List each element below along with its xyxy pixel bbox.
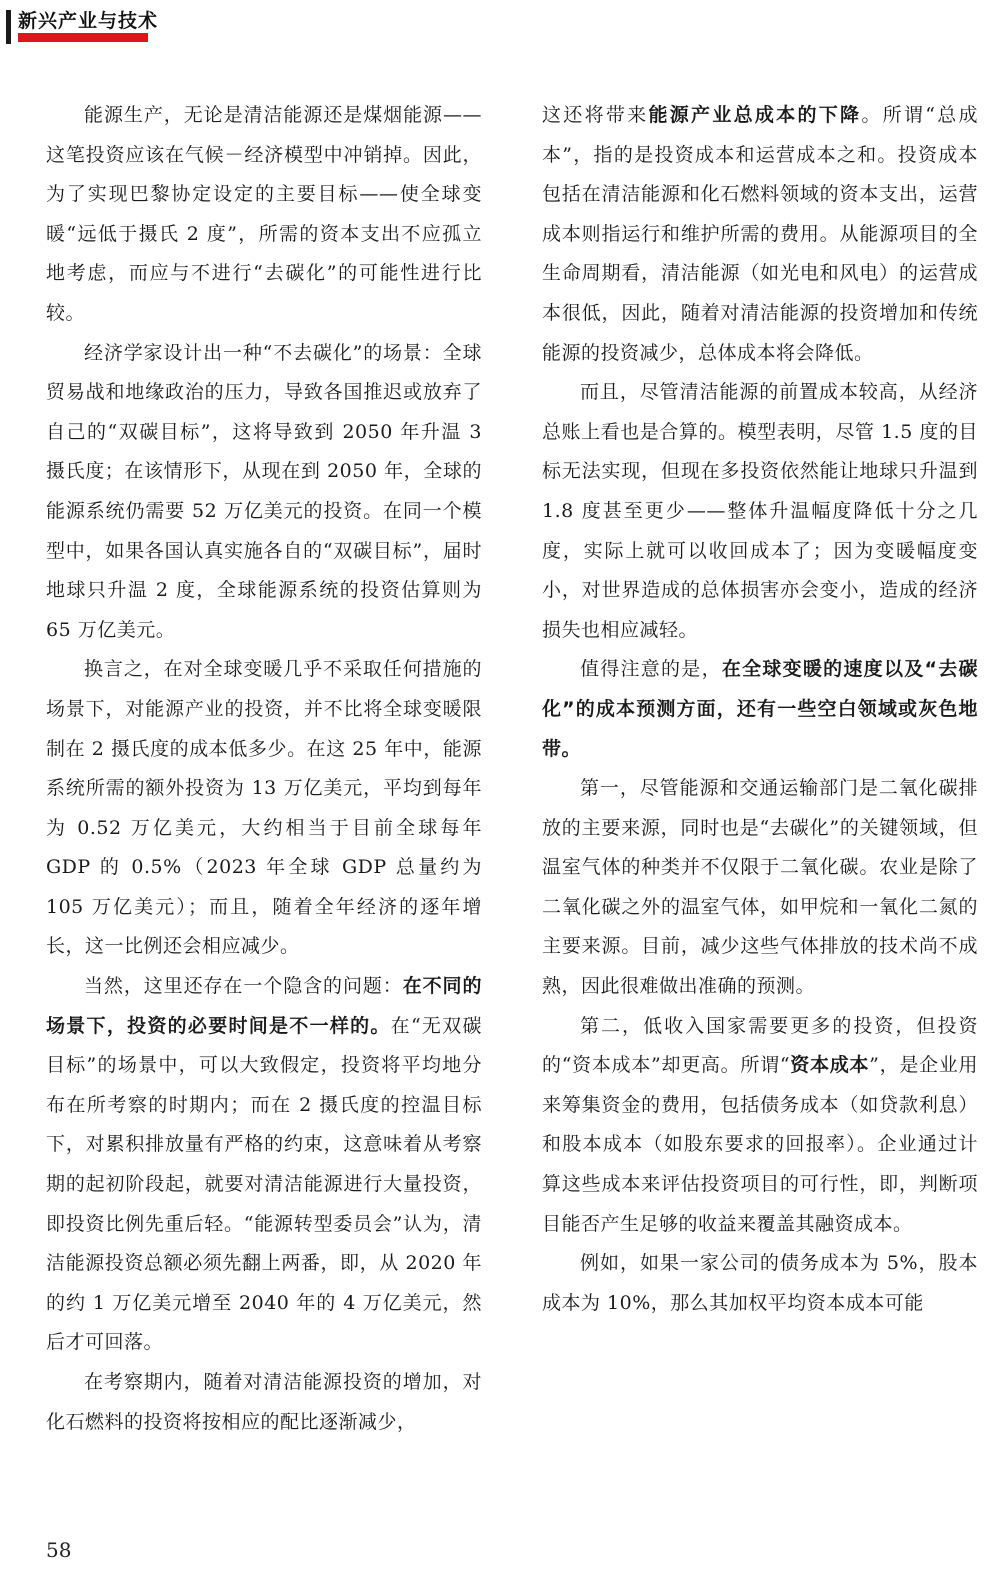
- bold-emphasis: 在不同的场景下，投资的必要时间是不一样的。: [46, 975, 482, 1037]
- paragraph: [46, 1363, 482, 1442]
- paragraph: [46, 967, 482, 1363]
- bold-emphasis: 在全球变暖的速度以及“去碳化”的成本预测方面，还有一些空白领域或灰色地带。: [542, 658, 978, 760]
- paragraph: [46, 334, 482, 651]
- paragraph: [542, 1244, 978, 1323]
- text-run: 在考察期内，随着对清洁能源投资的增加，对化石燃料的投资将按相应的配比逐渐减少，: [46, 1371, 482, 1433]
- paragraph: [46, 650, 482, 967]
- bold-emphasis: 资本成本: [790, 1054, 870, 1077]
- text-run: 这还将带来: [542, 104, 649, 126]
- text-run: 而且，尽管清洁能源的前置成本较高，从经济总账上看也是合算的。模型表明，尽管 1.5 度的目标无法实现，但现在多投资依然能让地球只升温到 1.8 度甚至更少——整体升温幅度降低十分之几度，实际上就可以收回成本了；因为变暖幅度变小，对世界造成的总体损害亦会变小，造成的经济损失也相应减轻。: [542, 381, 978, 641]
- header-black-bar: [6, 10, 11, 44]
- paragraph: [542, 769, 978, 1007]
- paragraph: [542, 373, 978, 650]
- section-title: 新兴产业与技术: [18, 10, 159, 32]
- header-red-bar: [18, 33, 148, 42]
- text-run: 在“无双碳目标”的场景中，可以大致假定，投资将平均地分布在所考察的时期内；而在 2 摄氏度的控温目标下，对累积排放量有严格的约束，这意味着从考察期的起初阶段起，就要对清洁能源进行大量投资，即投资比例先重后轻。“能源转型委员会”认为，清洁能源投资总额必须先翻上两番，即，从 2020 年的约 1 万亿美元增至 2040 年的 4 万亿美元，然后才可回落。: [46, 1014, 482, 1354]
- right-column: [542, 96, 978, 1323]
- text-run: 换言之，在对全球变暖几乎不采取任何措施的场景下，对能源产业的投资，并不比将全球变暖限制在 2 摄氏度的成本低多少。在这 25 年中，能源系统所需的额外投资为 13 万亿美元，平均到每年为 0.52 万亿美元，大约相当于目前全球每年 GDP 的 0.5%（2023 年全球 GDP 总量约为 105 万亿美元）；而且，随着全年经济的逐年增长，这一比例还会相应减少。: [46, 658, 482, 958]
- text-run: 当然，这里还存在一个隐含的问题：: [84, 975, 403, 998]
- paragraph: [542, 96, 978, 373]
- page-number: 58: [46, 1538, 72, 1562]
- text-run: 值得注意的是，: [580, 658, 722, 681]
- paragraph: [542, 650, 978, 769]
- text-run: 第二，低收入国家需要更多的投资，但投资的“资本成本”却更高。所谓“: [542, 1014, 978, 1077]
- text-run: 经济学家设计出一种“不去碳化”的场景：全球贸易战和地缘政治的压力，导致各国推迟或放弃了自己的“双碳目标”，这将导致到 2050 年升温 3 摄氏度；在该情形下，从现在到 2050 年，全球的能源系统仍需要 52 万亿美元的投资。在同一个模型中，如果各国认真实施各自的“双碳目标”，届时地球只升温 2 度，全球能源系统的投资估算则为 65 万亿美元。: [46, 341, 482, 641]
- text-run: 例如，如果一家公司的债务成本为 5%，股本成本为 10%，那么其加权平均资本成本可能: [542, 1252, 978, 1314]
- bold-emphasis: 能源产业总成本的下降: [648, 104, 862, 126]
- text-run: 能源生产，无论是清洁能源还是煤烟能源——这笔投资应该在气候－经济模型中冲销掉。因此，为了实现巴黎协定设定的主要目标——使全球变暖“远低于摄氏 2 度”，所需的资本支出不应孤立地考虑，而应与不进行“去碳化”的可能性进行比较。: [46, 104, 482, 324]
- left-column: [46, 96, 482, 1442]
- text-run: ”，是企业用来筹集资金的费用，包括债务成本（如贷款利息）和股本成本（如股东要求的回报率）。企业通过计算这些成本来评估投资项目的可行性，即，判断项目能否产生足够的收益来覆盖其融资成本。: [542, 1054, 978, 1235]
- paragraph: [46, 96, 482, 334]
- text-run: 第一，尽管能源和交通运输部门是二氧化碳排放的主要来源，同时也是“去碳化”的关键领域，但温室气体的种类并不仅限于二氧化碳。农业是除了二氧化碳之外的温室气体，如甲烷和一氧化二氮的主要来源。目前，减少这些气体排放的技术尚不成熟，因此很难做出准确的预测。: [542, 777, 978, 998]
- page-header: [0, 0, 1000, 50]
- text-run: 。所谓“总成本”，指的是投资成本和运营成本之和。投资成本包括在清洁能源和化石燃料领域的资本支出，运营成本则指运行和维护所需的费用。从能源项目的全生命周期看，清洁能源（如光电和风电）的运营成本很低，因此，随着对清洁能源的投资增加和传统能源的投资减少，总体成本将会降低。: [542, 104, 978, 364]
- paragraph: [542, 1007, 978, 1245]
